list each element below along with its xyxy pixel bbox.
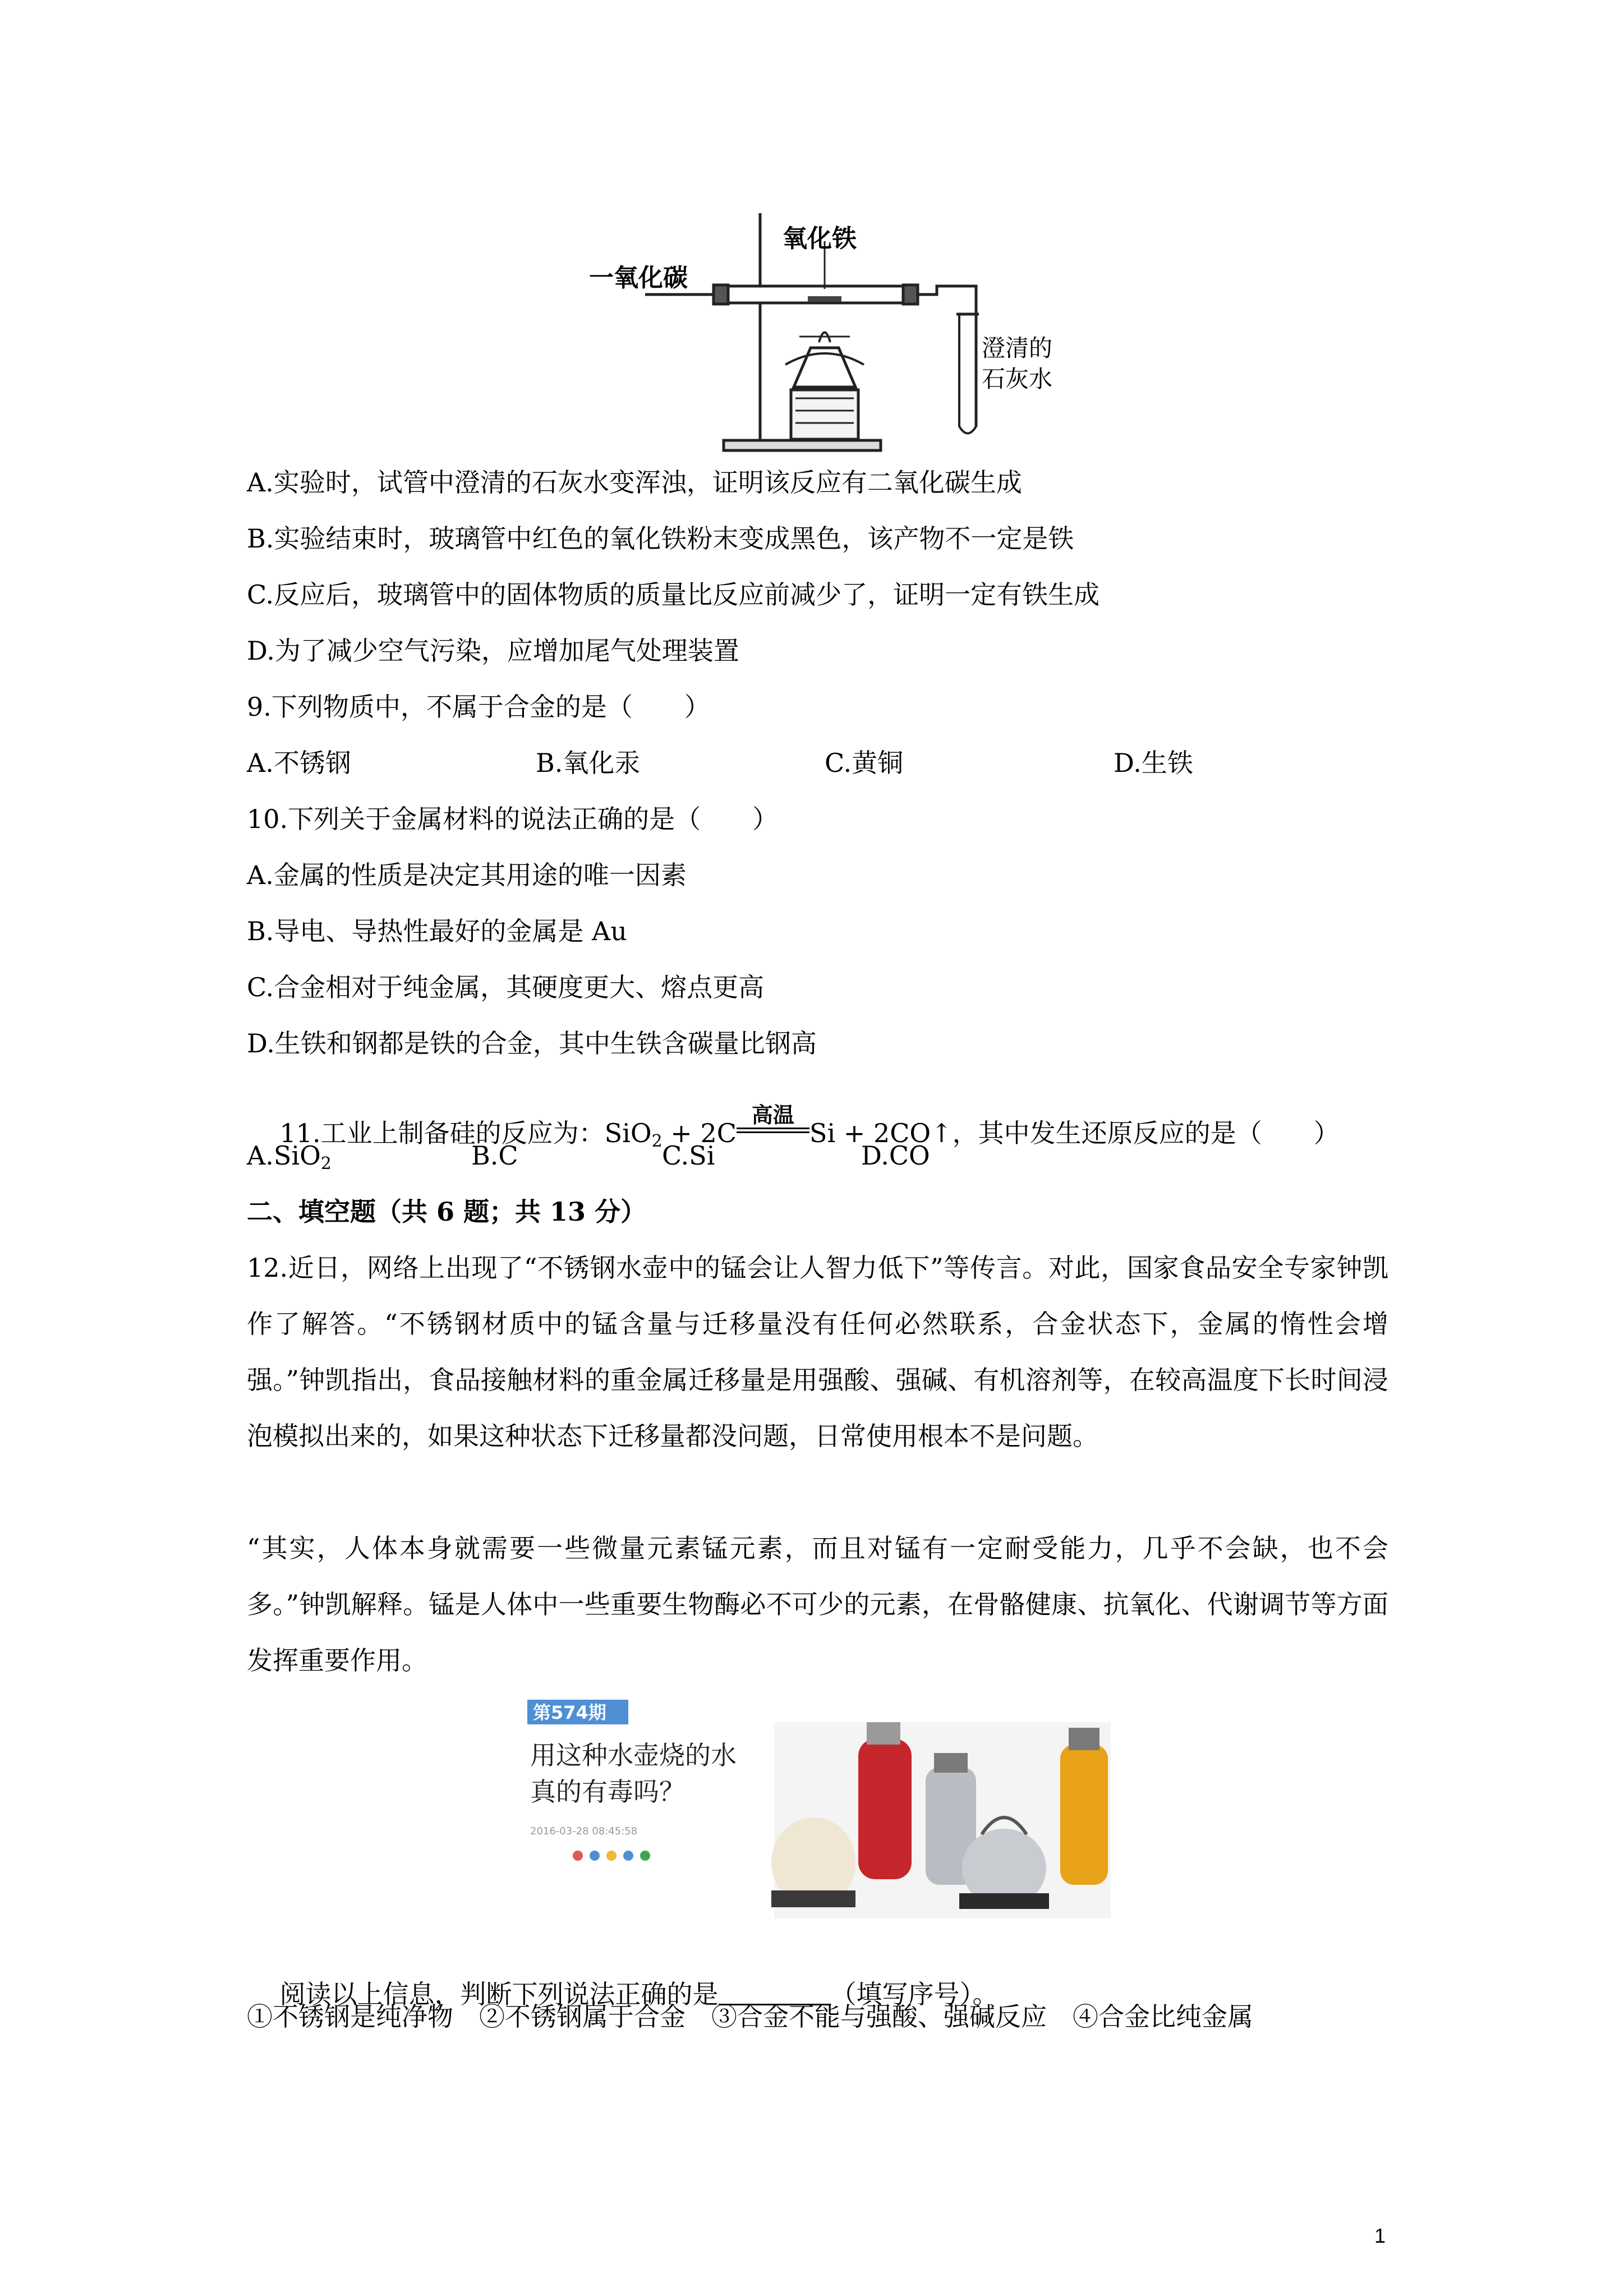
label-carbon-monoxide: 一氧化碳 <box>589 264 688 292</box>
q8-option-d: D.为了减少空气污染，应增加尾气处理装置 <box>247 636 739 666</box>
q8-option-c: C.反应后，玻璃管中的固体物质的质量比反应前减少了，证明一定有铁生成 <box>247 579 1100 610</box>
q11-option-a-sub: 2 <box>320 1154 332 1174</box>
q9-option-c: C.黄铜 <box>825 748 904 778</box>
ad-date: 2016-03-28 08:45:58 <box>530 1825 638 1837</box>
q12-question-pre: 阅读以上信息，判断下列说法正确的是 <box>279 1979 719 2009</box>
q9-stem: 9.下列物质中，不属于合金的是（ ） <box>247 692 710 722</box>
q12-question-post: （填写序号）。 <box>830 1979 999 2009</box>
q11-option-a <box>247 1139 332 1181</box>
kettle-news-graphic <box>522 1700 1111 1918</box>
kettles-photo <box>771 1722 1111 1918</box>
q11-option-c: C.Si <box>662 1140 715 1171</box>
page-number: 1 <box>1374 2224 1386 2247</box>
equals-bar <box>737 1128 809 1133</box>
section-heading-fill-in: 二、填空题（共 6 题；共 13 分） <box>247 1197 647 1227</box>
label-limewater-1: 澄清的 <box>982 334 1053 362</box>
q10-stem: 10.下列关于金属材料的说法正确的是（ ） <box>247 804 779 834</box>
q11-stem-post: Si + 2CO↑，其中发生还原反应的是（ ） <box>809 1118 1340 1148</box>
co-reduction-apparatus-figure <box>589 202 1053 460</box>
q9-option-b: B.氧化汞 <box>536 748 641 778</box>
apparatus-diagram <box>589 202 1053 460</box>
q11-option-b: B.C <box>471 1140 518 1171</box>
q12-paragraph-2: “其实，人体本身就需要一些微量元素锰元素，而且对锰有一定耐受能力，几乎不会缺，也不会多。”钟凯解释。锰是人体中一些重要生物酶必不可少的元素，在骨骼健康、抗氧化、代谢调节等方面发挥重要作用。 <box>247 1533 1388 1676</box>
label-iron-oxide: 氧化铁 <box>783 224 857 253</box>
q10-option-b: B.导电、导热性最好的金属是 Au <box>247 916 627 946</box>
kettle-news-image <box>522 1700 1111 1918</box>
q12-paragraph-1: 12.近日，网络上出现了“不锈钢水壶中的锰会让人智力低下”等传言。对此，国家食品安全专家钟凯作了解答。“不锈钢材质中的锰含量与迁移量没有任何必然联系，合金状态下，金属的惰性会增强。”钟凯指出，食品接触材料的重金属迁移量是用强酸、强碱、有机溶剂等，在较高温度下长时间浸泡模拟出来的，如果这种状态下迁移量都没问题，日常使用根本不是问题。 <box>247 1253 1388 1451</box>
q8-option-b: B.实验结束时，玻璃管中红色的氧化铁粉末变成黑色，该产物不一定是铁 <box>247 523 1074 554</box>
q11-stem-pre: 11.工业上制备硅的反应为：SiO <box>279 1118 652 1148</box>
q11-stem <box>247 1083 1340 1192</box>
label-limewater-2: 石灰水 <box>982 365 1053 393</box>
q9-option-d: D.生铁 <box>1114 748 1193 778</box>
q8-option-a: A.实验时，试管中澄清的石灰水变浑浊，证明该反应有二氧化碳生成 <box>247 467 1022 498</box>
q9-option-a: A.不锈钢 <box>247 748 351 778</box>
q11-option-d: D.CO <box>861 1140 930 1171</box>
q10-option-a: A.金属的性质是决定其用途的唯一因素 <box>247 860 687 890</box>
ad-title-2: 真的有毒吗？ <box>530 1777 685 1807</box>
ad-title-1: 用这种水壶烧的水 <box>530 1740 737 1770</box>
q11-option-a-text: A.SiO <box>247 1140 321 1171</box>
q10-option-c: C.合金相对于纯金属，其硬度更大、熔点更高 <box>247 972 765 1002</box>
reaction-condition-text: 高温 <box>751 1102 794 1128</box>
q11-stem-mid: + 2C <box>662 1118 737 1148</box>
reaction-condition <box>737 1104 809 1133</box>
q12-choices: ①不锈钢是纯净物 ②不锈钢属于合金 ③合金不能与强酸、强碱反应 ④合金比纯金属 <box>247 2001 1253 2032</box>
ad-badge: 第574期 <box>533 1702 606 1723</box>
q10-option-d: D.生铁和钢都是铁的合金，其中生铁含碳量比钢高 <box>247 1028 817 1059</box>
q11-subscript: 2 <box>651 1131 663 1151</box>
